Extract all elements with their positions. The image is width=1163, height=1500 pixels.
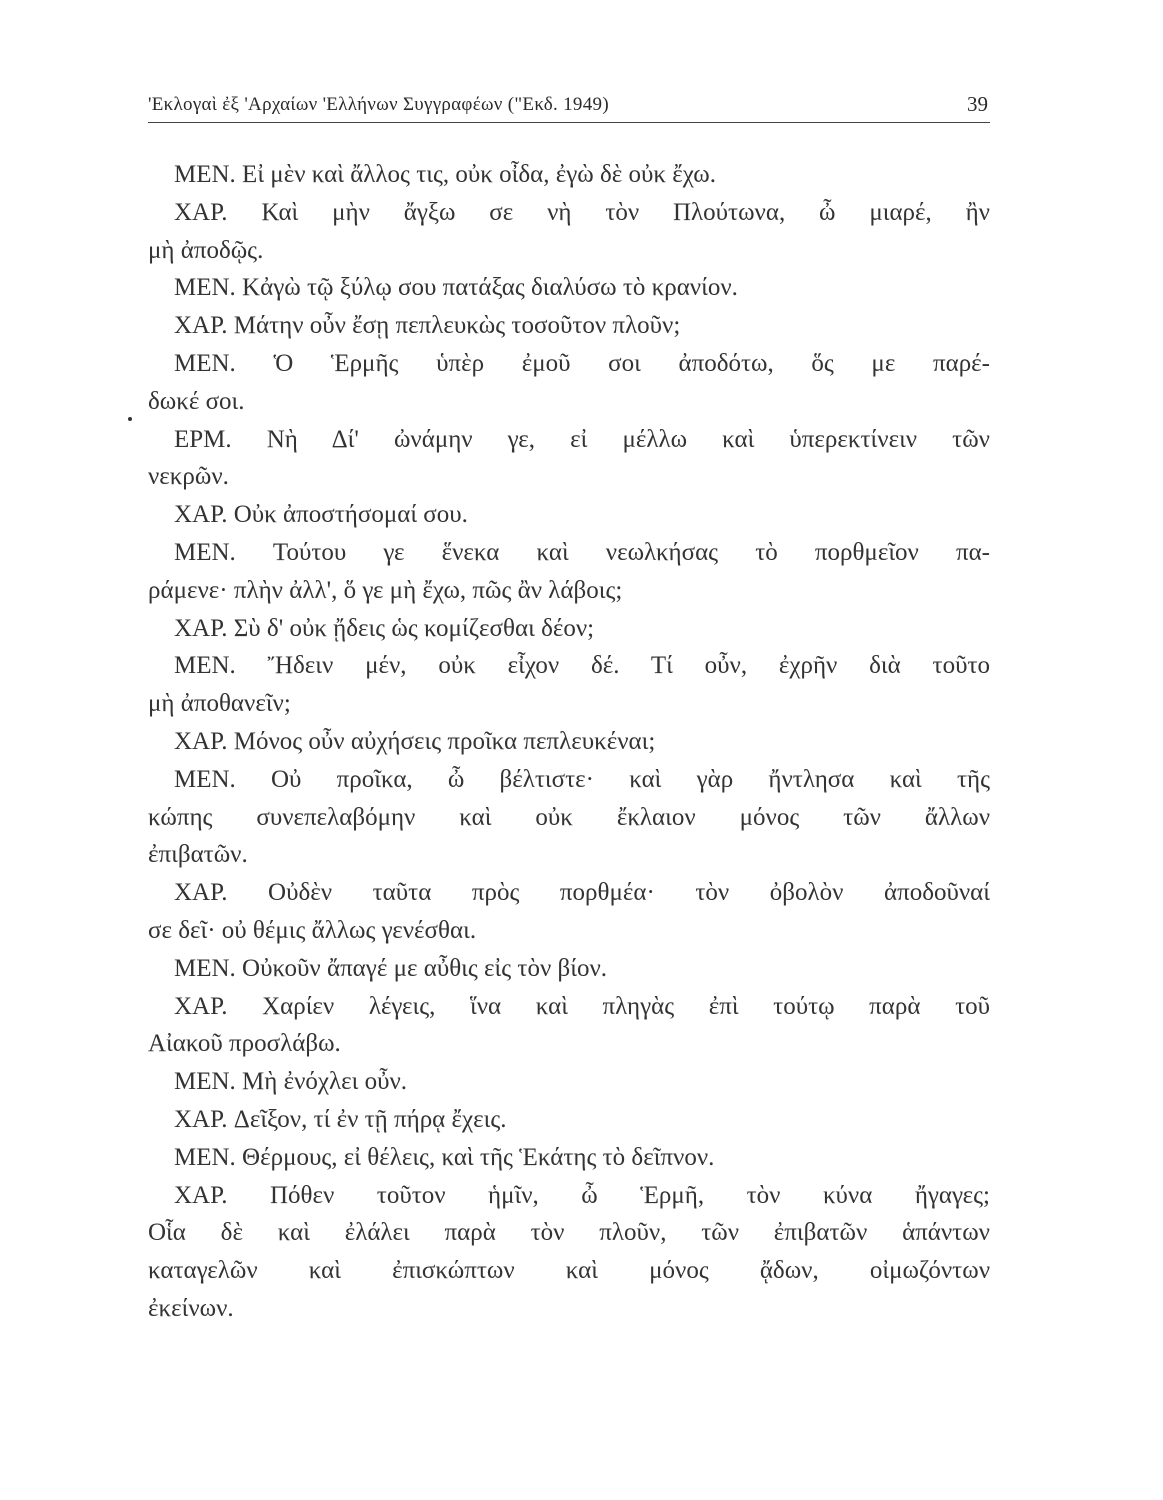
text-line: νεκρῶν. <box>148 463 229 491</box>
text-line: ράμενε· πλὴν ἀλλ', ὅ γε μὴ ἔχω, πῶς ἂν λάβοις; <box>148 576 623 604</box>
text-line: καταγελῶν καὶ ἐπισκώπτων καὶ μόνος ᾄδων, οἰμωζόντων <box>148 1257 990 1285</box>
header-title: 'Εκλογαὶ ἐξ 'Αρχαίων 'Ελλήνων Συγγραφέων ("Εκδ. 1949) <box>148 94 609 115</box>
text-line: Αἰακοῦ προσλάβω. <box>148 1030 341 1058</box>
text-line: XAP. Σὺ δ' οὐκ ᾔδεις ὡς κομίζεσθαι δέον; <box>174 614 595 642</box>
text-line: XAP. Οὐκ ἀποστήσομαί σου. <box>174 501 468 529</box>
text-line: MEN. Ὁ Ἑρμῆς ὑπὲρ ἐμοῦ σοι ἀποδότω, ὅς με παρέ- <box>174 349 990 377</box>
text-line: σε δεῖ· οὐ θέμις ἄλλως γενέσθαι. <box>148 916 477 944</box>
text-line: XAP. Πόθεν τοῦτον ἡμῖν, ὦ Ἑρμῆ, τὸν κύνα ἤγαγες; <box>174 1181 990 1209</box>
text-line: μὴ ἀποδῷς. <box>148 236 264 264</box>
text-line: MEN. Θέρμους, εἰ θέλεις, καὶ τῆς Ἑκάτης τὸ δεῖπνον. <box>174 1143 715 1171</box>
text-line: μὴ ἀποθανεῖν; <box>148 690 291 718</box>
text-line: XAP. Καὶ μὴν ἄγξω σε νὴ τὸν Πλούτωνα, ὦ μιαρέ, ἢν <box>174 198 990 226</box>
text-line: XAP. Χαρίεν λέγεις, ἵνα καὶ πληγὰς ἐπὶ τούτῳ παρὰ τοῦ <box>174 992 990 1020</box>
text-line: δωκέ σοι. <box>148 387 245 415</box>
body-text <box>148 156 990 1328</box>
text-line: XAP. Μάτην οὖν ἔσῃ πεπλευκὼς τοσοῦτον πλοῦν; <box>174 312 681 340</box>
running-header <box>148 92 990 123</box>
text-line: MEN. Οὐκοῦν ἄπαγέ με αὖθις εἰς τὸν βίον. <box>174 954 608 982</box>
text-line: ἐπιβατῶν. <box>148 841 248 869</box>
text-line: XAP. Οὐδὲν ταῦτα πρὸς πορθμέα· τὸν ὀβολὸν ἀποδοῦναί <box>174 879 990 907</box>
page-number: 39 <box>967 92 988 116</box>
text-line: MEN. Κἀγὼ τῷ ξύλῳ σου πατάξας διαλύσω τὸ κρανίον. <box>174 274 738 302</box>
text-line: ἐκείνων. <box>148 1294 234 1322</box>
text-line: XAP. Μόνος οὖν αὐχήσεις προῖκα πεπλευκέναι; <box>174 727 656 755</box>
text-line: MEN. Μὴ ἐνόχλει οὖν. <box>174 1068 408 1096</box>
text-line: MEN. Τούτου γε ἕνεκα καὶ νεωλκήσας τὸ πορθμεῖον πα- <box>174 538 990 566</box>
text-line: Οἷα δὲ καὶ ἐλάλει παρὰ τὸν πλοῦν, τῶν ἐπιβατῶν ἁπάντων <box>148 1219 990 1247</box>
text-line: MEN. Οὐ προῖκα, ὦ βέλτιστε· καὶ γὰρ ἤντλησα καὶ τῆς <box>174 765 990 793</box>
text-line: EPM. Νὴ Δί' ὠνάμην γε, εἰ μέλλω καὶ ὑπερεκτίνειν τῶν <box>174 425 990 453</box>
text-line: κώπης συνεπελαβόμην καὶ οὐκ ἔκλαιον μόνος τῶν ἄλλων <box>148 803 990 831</box>
margin-mark <box>128 417 132 421</box>
text-line: MEN. Εἰ μὲν καὶ ἄλλος τις, οὐκ οἶδα, ἐγὼ δὲ οὐκ ἔχω. <box>174 161 716 188</box>
text-line: MEN. Ἤδειν μέν, οὐκ εἶχον δέ. Τί οὖν, ἐχρῆν διὰ τοῦτο <box>174 652 990 680</box>
text-line: XAP. Δεῖξον, τί ἐν τῇ πήρᾳ ἔχεις. <box>174 1105 507 1133</box>
